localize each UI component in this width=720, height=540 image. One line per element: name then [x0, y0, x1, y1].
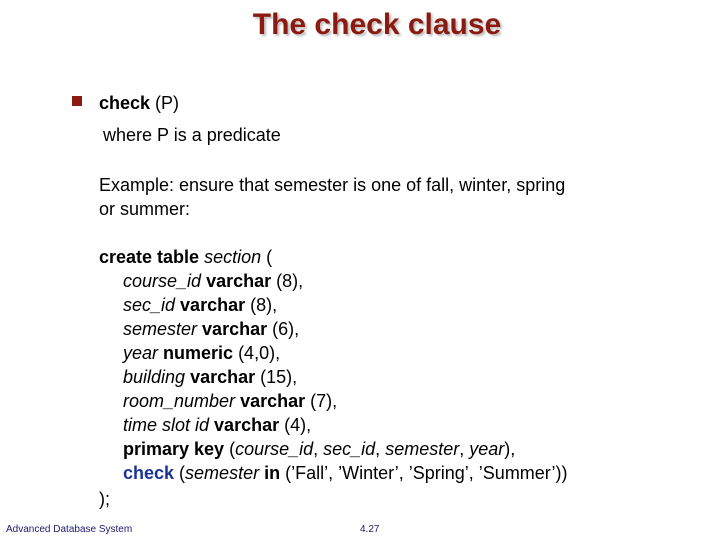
code-line-building — [123, 365, 297, 389]
value-list: (’Fall’, ’Winter’, ’Spring’, ’Summer’)) — [280, 463, 568, 483]
attribute-name: room_number — [123, 391, 236, 411]
type-keyword: varchar — [214, 415, 280, 435]
type-size: (4), — [279, 415, 312, 435]
type-keyword: varchar — [202, 319, 268, 339]
attribute-name: sec_id — [123, 295, 176, 315]
code-punct: , — [313, 439, 324, 459]
type-size: (8), — [271, 271, 304, 291]
keyword: primary key — [123, 439, 225, 459]
type-keyword: varchar — [190, 367, 256, 387]
code-punct: ( — [224, 439, 236, 459]
code-line-year — [123, 341, 280, 365]
footer-slide-number: 4.27 — [360, 524, 380, 535]
type-keyword: numeric — [163, 343, 234, 363]
code-line-time-slot-id — [123, 413, 311, 437]
check-keyword: check — [99, 93, 151, 113]
type-size: (8), — [245, 295, 278, 315]
attribute-name: semester — [123, 319, 198, 339]
attribute-name: semester — [185, 463, 260, 483]
check-keyword: check — [123, 463, 175, 483]
attribute-name: year — [123, 343, 159, 363]
type-keyword: varchar — [206, 271, 272, 291]
code-punct: , — [375, 439, 386, 459]
code-line-create-table — [99, 245, 272, 269]
square-bullet-icon — [72, 96, 82, 106]
code-line-check — [123, 461, 567, 485]
bullet-line — [99, 91, 179, 115]
attribute-name: sec_id — [323, 439, 376, 459]
type-size: (15), — [255, 367, 298, 387]
code-line-course-id — [123, 269, 303, 293]
code-line-sec-id — [123, 293, 277, 317]
code-line-room-number — [123, 389, 337, 413]
code-punct: ( — [174, 463, 186, 483]
predicate-description: where P is a predicate — [103, 125, 281, 145]
type-keyword: varchar — [180, 295, 246, 315]
type-size: (4,0), — [233, 343, 281, 363]
code-line-semester — [123, 317, 299, 341]
type-size: (7), — [305, 391, 338, 411]
code-punct: ( — [261, 247, 273, 267]
code-line-primary-key — [123, 437, 515, 461]
example-line-1: Example: ensure that semester is one of fall, winter, spring — [99, 175, 566, 195]
type-size: (6), — [267, 319, 300, 339]
footer-course-name: Advanced Database System — [6, 524, 133, 535]
attribute-name: semester — [385, 439, 460, 459]
table-name: section — [204, 247, 262, 267]
attribute-name: course_id — [235, 439, 314, 459]
check-param: (P) — [150, 93, 180, 113]
attribute-name: year — [469, 439, 505, 459]
code-punct: ), — [504, 439, 516, 459]
keyword: create table — [99, 247, 200, 267]
attribute-name: course_id — [123, 271, 202, 291]
code-line-end: ); — [99, 489, 110, 509]
keyword: in — [264, 463, 281, 483]
attribute-name: building — [123, 367, 186, 387]
example-line-2: or summer: — [99, 199, 191, 219]
slide-title: The check clause — [252, 8, 502, 41]
attribute-name: time slot id — [123, 415, 210, 435]
code-punct: , — [459, 439, 470, 459]
type-keyword: varchar — [240, 391, 306, 411]
